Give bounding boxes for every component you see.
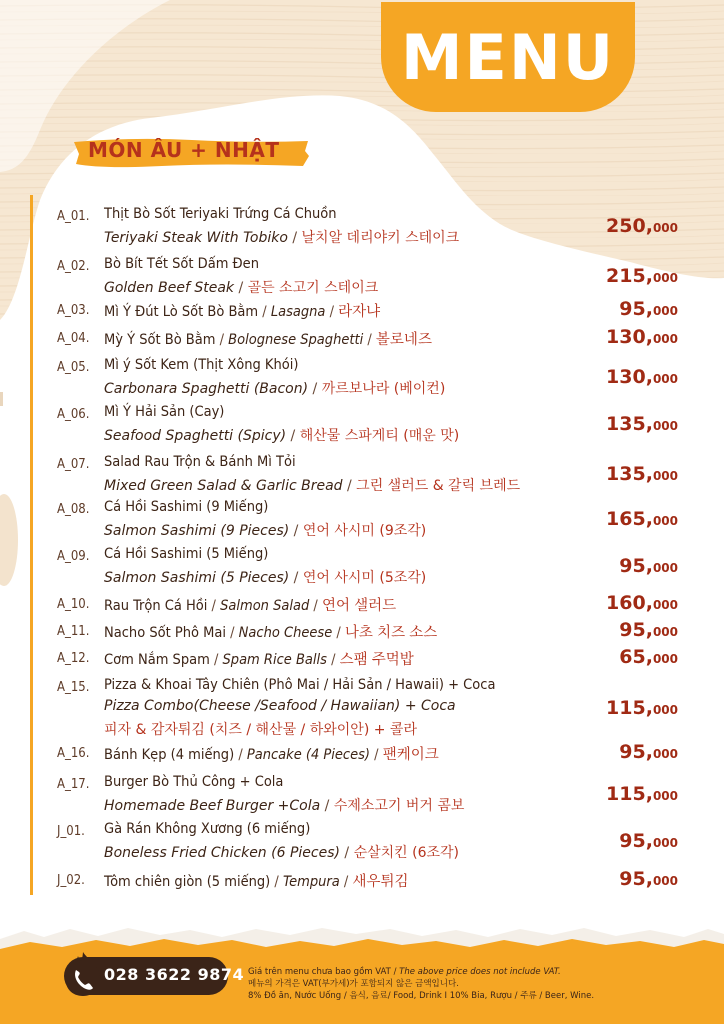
- price-thousands: 115,: [606, 697, 653, 719]
- item-name-en: Lasagna: [270, 304, 326, 320]
- item-name: [104, 206, 337, 222]
- item-name-vi: Salad Rau Trộn & Bánh Mì Tỏi: [104, 454, 296, 470]
- section-banner: [72, 136, 310, 168]
- item-code: A_09.: [57, 549, 90, 564]
- item-price: [606, 592, 678, 614]
- slash-separator: /: [234, 280, 248, 296]
- vat-note-line: [248, 966, 594, 978]
- item-name-en: Tempura: [282, 874, 340, 890]
- slash-separator: /: [234, 747, 247, 763]
- item-translations: [104, 698, 456, 714]
- price-unit: 000: [652, 221, 678, 235]
- price-unit: 000: [652, 703, 678, 717]
- slash-separator: /: [370, 747, 383, 763]
- item-name-vi: Burger Bò Thủ Công + Cola: [104, 774, 284, 790]
- item-price: [606, 783, 678, 805]
- accent-divider-line: [30, 195, 33, 895]
- item-name: [104, 546, 268, 562]
- item-price: [606, 697, 678, 719]
- item-name-kr: 연어 샐러드: [321, 598, 397, 614]
- item-name-kr: 볼로네즈: [375, 332, 432, 348]
- item-code: A_15.: [57, 680, 90, 695]
- item-name-vi: Cá Hồi Sashimi (9 Miếng): [104, 499, 269, 515]
- item-name-kr: 새우튀김: [352, 874, 409, 890]
- price-thousands: 65,: [619, 646, 653, 668]
- item-price: [606, 326, 678, 348]
- item-name-kr: 순살치킨 (6조각): [353, 845, 460, 861]
- slash-separator: /: [207, 598, 221, 614]
- item-name: [104, 774, 283, 790]
- item-name-vi: Gà Rán Không Xương (6 miếng): [104, 821, 311, 837]
- slash-separator: /: [289, 523, 303, 539]
- item-code: A_02.: [57, 259, 90, 274]
- menu-title-badge: [381, 2, 635, 112]
- slash-separator: /: [320, 798, 334, 814]
- price-unit: 000: [652, 514, 678, 528]
- item-name-vi: Bánh Kẹp (4 miếng): [104, 747, 235, 763]
- phone-flame-icon: [62, 950, 104, 998]
- item-price: [619, 555, 678, 577]
- price-thousands: 95,: [619, 298, 653, 320]
- item-code: A_17.: [57, 777, 90, 792]
- item-name-kr: 라자냐: [338, 304, 381, 320]
- item-price: [619, 868, 678, 890]
- item-name-kr: 연어 사시미 (9조각): [302, 523, 427, 539]
- price-unit: 000: [652, 625, 678, 639]
- item-name-vi: Mì Ý Đút Lò Sốt Bò Bằm: [104, 304, 259, 320]
- price-thousands: 135,: [606, 413, 653, 435]
- slash-separator: /: [270, 874, 283, 890]
- item-name: [104, 648, 414, 669]
- item-name: [104, 357, 298, 373]
- item-price: [619, 298, 678, 320]
- item-name: [104, 743, 439, 764]
- item-name-kr: 까르보나라 (베이컨): [321, 381, 446, 397]
- item-code: J_02.: [57, 873, 85, 888]
- price-thousands: 115,: [606, 783, 653, 805]
- item-name-en: Golden Beef Steak: [104, 280, 235, 296]
- item-name-en: Carbonara Spaghetti (Bacon): [104, 381, 309, 397]
- item-name-vi: Cá Hồi Sashimi (5 Miếng): [104, 546, 269, 562]
- slash-separator: /: [308, 381, 322, 397]
- slash-separator: /: [342, 478, 357, 494]
- item-name: [104, 300, 380, 321]
- item-price: [606, 463, 678, 485]
- item-translations: [104, 227, 459, 247]
- item-price: [619, 646, 678, 668]
- price-unit: 000: [652, 874, 678, 888]
- tax-rates-note: 8% Đồ ăn, Nước Uống / 음식, 음료/ Food, Drink I 10% Bia, Rượu / 주류 / Beer, Wine.: [248, 991, 595, 1001]
- item-price: [606, 215, 678, 237]
- item-name-en: Teriyaki Steak With Tobiko: [104, 230, 288, 246]
- item-name-kr: 팬케이크: [382, 747, 439, 763]
- item-name-en: Salmon Sashimi (5 Pieces): [104, 570, 290, 586]
- item-name-vi: Nacho Sốt Phô Mai: [104, 625, 226, 641]
- item-price: [606, 366, 678, 388]
- price-unit: 000: [652, 419, 678, 433]
- slash-separator: /: [258, 304, 271, 320]
- item-name-vi: Bò Bít Tết Sốt Dấm Đen: [104, 256, 259, 272]
- item-name-kr: 나초 치즈 소스: [344, 625, 438, 641]
- price-thousands: 95,: [619, 868, 653, 890]
- section-title: MÓN ÂU + NHẬT: [88, 138, 280, 162]
- item-name-vi: Mì Ý Hải Sản (Cay): [104, 404, 225, 420]
- item-code: J_01.: [57, 824, 85, 839]
- item-name: [104, 454, 296, 470]
- price-thousands: 165,: [606, 508, 653, 530]
- item-name: [104, 404, 224, 420]
- item-name-en: Spam Rice Balls: [222, 652, 327, 668]
- item-name-en: Pancake (4 Pieces): [246, 747, 371, 763]
- item-code: A_10.: [57, 597, 90, 612]
- item-name: [104, 870, 408, 891]
- item-translations: [104, 795, 464, 815]
- slash-separator: /: [325, 304, 339, 320]
- slash-separator: /: [339, 845, 354, 861]
- item-name: [104, 821, 310, 837]
- price-thousands: 215,: [606, 265, 653, 287]
- item-code: A_12.: [57, 651, 90, 666]
- item-name: [104, 328, 432, 349]
- item-code: A_07.: [57, 457, 90, 472]
- vat-note-vi: Giá trên menu chưa bao gồm VAT /: [248, 967, 397, 977]
- slash-separator: /: [339, 874, 353, 890]
- item-name: [104, 594, 396, 615]
- item-translations: [104, 567, 426, 587]
- item-name-kr: 날치알 데리야키 스테이크: [301, 230, 460, 246]
- slash-separator: /: [215, 332, 229, 348]
- item-code: A_03.: [57, 303, 90, 318]
- price-thousands: 95,: [619, 830, 653, 852]
- item-name-kr: 수제소고기 버거 콤보: [333, 798, 465, 814]
- slash-separator: /: [289, 570, 303, 586]
- slash-separator: /: [225, 625, 239, 641]
- item-price: [606, 265, 678, 287]
- item-name-vi: Thịt Bò Sốt Teriyaki Trứng Cá Chuồn: [104, 206, 337, 222]
- item-translations: [104, 475, 520, 495]
- item-name: [104, 621, 437, 642]
- slash-separator: /: [287, 230, 302, 246]
- menu-title: MENU: [400, 20, 616, 94]
- price-thousands: 95,: [619, 741, 653, 763]
- price-unit: 000: [652, 469, 678, 483]
- item-translation-kr-line: [104, 719, 417, 739]
- item-code: A_04.: [57, 331, 90, 346]
- item-name-vi: Cơm Nắm Spam: [104, 652, 210, 668]
- item-name-vi: Tôm chiên giòn (5 miếng): [104, 874, 271, 890]
- vat-note-en: The above price does not include VAT.: [399, 967, 561, 977]
- item-price: [619, 619, 678, 641]
- price-unit: 000: [652, 561, 678, 575]
- item-name: [104, 499, 268, 515]
- slash-separator: /: [286, 428, 300, 444]
- item-code: A_06.: [57, 407, 90, 422]
- slash-separator: /: [209, 652, 223, 668]
- footer-notes: [248, 966, 594, 1002]
- item-name-en: Bolognese Spaghetti: [228, 332, 364, 348]
- item-code: A_16.: [57, 746, 90, 761]
- item-name-vi: Mỳ Ý Sốt Bò Bằm: [104, 332, 216, 348]
- phone-number[interactable]: 028 3622 9874: [104, 965, 245, 984]
- item-name-kr: 골든 소고기 스테이크: [247, 280, 379, 296]
- price-thousands: 130,: [606, 326, 653, 348]
- price-unit: 000: [652, 271, 678, 285]
- item-code: A_01.: [57, 209, 90, 224]
- price-unit: 000: [652, 789, 678, 803]
- item-name-vi: Mì ý Sốt Kem (Thịt Xông Khói): [104, 357, 299, 373]
- item-price: [606, 508, 678, 530]
- item-name-kr: 피자 & 감자튀김 (치즈 / 해산물 / 하와이안) + 콜라: [104, 722, 417, 738]
- item-translations: [104, 520, 426, 540]
- vat-note-kr: 메뉴의 가격은 VAT(부가세)가 포함되지 않은 금액입니다.: [248, 979, 459, 989]
- item-name-en: Nacho Cheese: [238, 625, 333, 641]
- item-translations: [104, 425, 459, 445]
- item-price: [606, 413, 678, 435]
- slash-separator: /: [332, 625, 345, 641]
- item-code: A_11.: [57, 624, 90, 639]
- item-name-kr: 연어 사시미 (5조각): [302, 570, 427, 586]
- price-thousands: 250,: [606, 215, 653, 237]
- item-name-en: Homemade Beef Burger +Cola: [104, 798, 321, 814]
- price-thousands: 95,: [619, 619, 653, 641]
- price-unit: 000: [652, 598, 678, 612]
- price-unit: 000: [652, 652, 678, 666]
- item-name: [104, 256, 259, 272]
- item-translations: [104, 378, 445, 398]
- price-thousands: 95,: [619, 555, 653, 577]
- price-unit: 000: [652, 332, 678, 346]
- price-unit: 000: [652, 747, 678, 761]
- slash-separator: /: [309, 598, 322, 614]
- price-unit: 000: [652, 372, 678, 386]
- slash-separator: /: [326, 652, 340, 668]
- price-thousands: 130,: [606, 366, 653, 388]
- item-name-vi: Pizza & Khoai Tây Chiên (Phô Mai / Hải Sản / Hawaii) + Coca: [104, 677, 496, 693]
- item-code: A_05.: [57, 360, 90, 375]
- item-name-en: Salmon Salad: [220, 598, 310, 614]
- item-translations: [104, 277, 378, 297]
- price-unit: 000: [652, 304, 678, 318]
- item-name-en: Mixed Green Salad & Garlic Bread: [104, 478, 343, 494]
- item-price: [619, 830, 678, 852]
- price-thousands: 135,: [606, 463, 653, 485]
- price-unit: 000: [652, 836, 678, 850]
- item-name-en: Salmon Sashimi (9 Pieces): [104, 523, 290, 539]
- price-thousands: 160,: [606, 592, 653, 614]
- item-name-en: Pizza Combo(Cheese /Seafood / Hawaiian) + Coca: [104, 698, 456, 714]
- item-name: [104, 677, 495, 693]
- item-price: [619, 741, 678, 763]
- slash-separator: /: [363, 332, 376, 348]
- item-name-kr: 스팸 주먹밥: [339, 652, 414, 668]
- item-code: A_08.: [57, 502, 90, 517]
- item-translations: [104, 842, 459, 862]
- item-name-en: Seafood Spaghetti (Spicy): [104, 428, 287, 444]
- item-name-vi: Rau Trộn Cá Hồi: [104, 598, 208, 614]
- item-name-en: Boneless Fried Chicken (6 Pieces): [104, 845, 340, 861]
- item-name-kr: 그린 샐러드 & 갈릭 브레드: [356, 478, 521, 494]
- item-name-kr: 해산물 스파게티 (매운 맛): [299, 428, 460, 444]
